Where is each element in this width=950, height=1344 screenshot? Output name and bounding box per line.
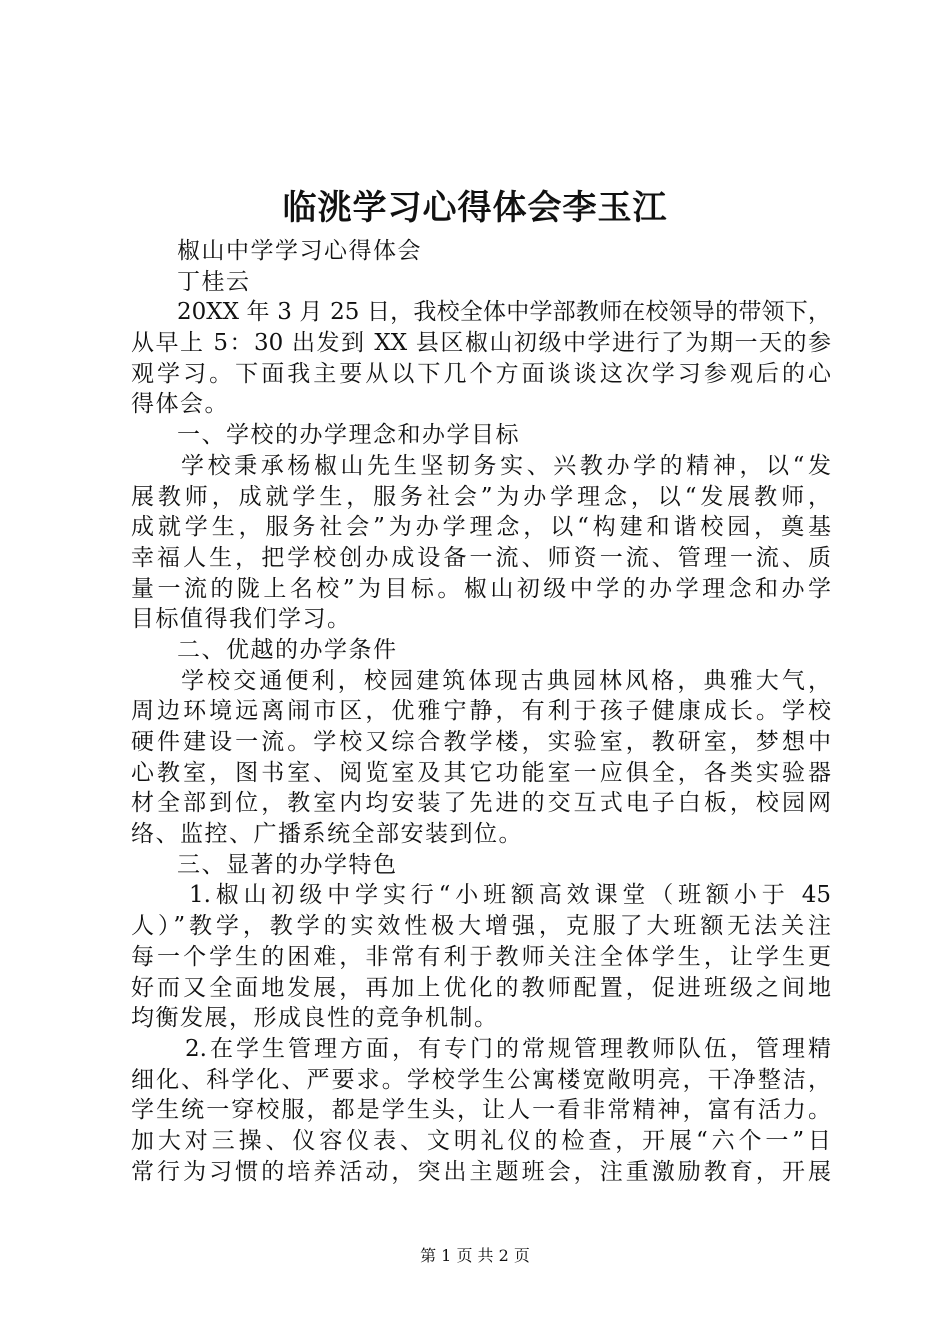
paragraph-line: 幸福人生，把学校创办成设备一流、师资一流、管理一流、质 [131,544,831,571]
subtitle-line: 椒山中学学习心得体会 [177,238,422,264]
section-heading: 二、优越的办学条件 [177,636,398,663]
page-number-footer: 第 1 页 共 2 页 [420,1246,530,1265]
paragraph-line: 2.在学生管理方面，有专门的常规管理教师队伍，管理精 [185,1035,831,1062]
paragraph-line: 1.椒山初级中学实行“小班额高效课堂（班额小于 45 [189,882,831,909]
paragraph-line: 均衡发展，形成良性的竞争机制。 [131,1005,499,1032]
paragraph-line: 每一个学生的困难，非常有利于教师关注全体学生，让学生更 [131,943,831,970]
paragraph-line: 常行为习惯的培养活动，突出主题班会，注重激励教育，开展 [131,1158,831,1185]
paragraph-line: 观学习。下面我主要从以下几个方面谈谈这次学习参观后的心 [131,360,831,387]
paragraph-line: 加大对三操、仪容仪表、文明礼仪的检查，开展“六个一”日 [131,1127,831,1154]
paragraph-line: 好而又全面地发展，再加上优化的教师配置，促进班级之间地 [131,974,831,1001]
paragraph-line: 人）”教学，教学的实效性极大增强，克服了大班额无法关注 [131,913,831,940]
paragraph-line: 细化、科学化、严要求。学校学生公寓楼宽敞明亮，干净整洁， [131,1066,831,1093]
paragraph-line: 目标值得我们学习。 [131,606,352,633]
paragraph-line: 展教师，成就学生，服务社会”为办学理念，以“发展教师， [131,483,831,510]
document-title: 临洮学习心得体会李玉江 [282,188,668,228]
paragraph-line: 量一流的陇上名校”为目标。椒山初级中学的办学理念和办学 [131,575,831,602]
section-heading: 三、显著的办学特色 [177,851,398,878]
paragraph-line: 从早上 5：30 出发到 XX 县区椒山初级中学进行了为期一天的参 [131,330,831,357]
paragraph-line: 20XX 年 3 月 25 日，我校全体中学部教师在校领导的带领下， [177,299,831,326]
paragraph-line: 络、监控、广播系统全部安装到位。 [131,821,523,848]
document-body [131,236,831,1187]
paragraph-line: 学校秉承杨椒山先生坚韧务实、兴教办学的精神，以“发 [181,452,831,479]
paragraph-line: 成就学生，服务社会”为办学理念，以“构建和谐校园，奠基 [131,514,831,541]
paragraph-line: 学生统一穿校服，都是学生头，让人一看非常精神，富有活力。 [131,1097,831,1124]
paragraph-line: 材全部到位，教室内均安装了先进的交互式电子白板，校园网 [131,790,831,817]
paragraph-line: 心教室，图书室、阅览室及其它功能室一应俱全，各类实验器 [131,759,831,786]
paragraph-line: 周边环境远离闹市区，优雅宁静，有利于孩子健康成长。学校 [131,698,831,725]
paragraph-line: 学校交通便利，校园建筑体现古典园林风格，典雅大气， [181,667,831,694]
author-line: 丁桂云 [177,268,251,295]
paragraph-line: 得体会。 [131,391,229,418]
paragraph-line: 硬件建设一流。学校又综合教学楼，实验室，教研室，梦想中 [131,729,831,755]
section-heading: 一、学校的办学理念和办学目标 [177,422,520,449]
